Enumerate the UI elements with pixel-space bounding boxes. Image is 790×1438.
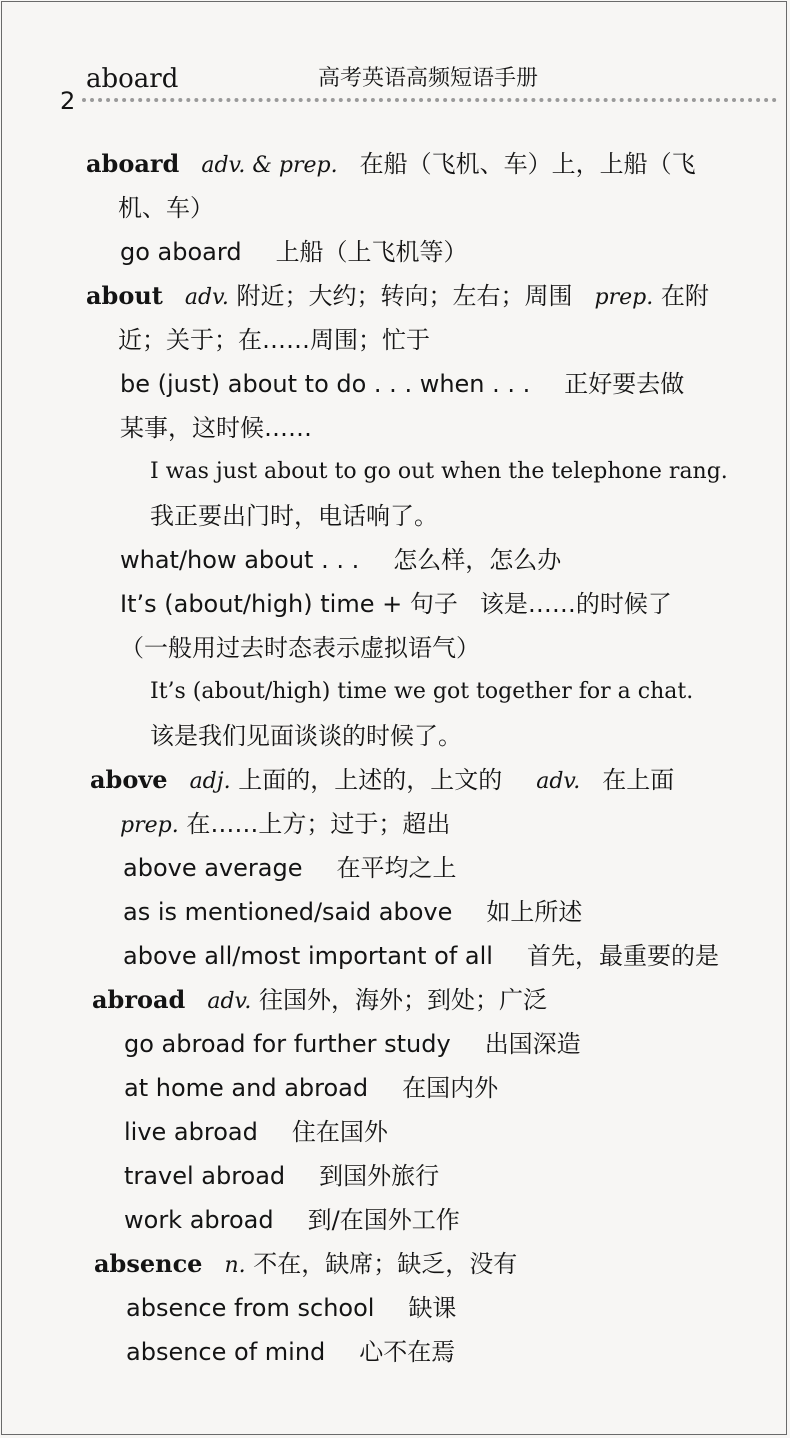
part-of-speech: adv. & prep. bbox=[201, 153, 338, 178]
definition: 上面的，上述的，上文的 bbox=[238, 766, 503, 794]
entry-absence bbox=[0, 1242, 790, 1374]
phrase-meaning: 在国内外 bbox=[402, 1074, 499, 1102]
definition: 不在，缺席；缺乏，没有 bbox=[253, 1250, 518, 1278]
phrase: go abroad for further study bbox=[124, 1030, 451, 1058]
phrase-meaning: 正好要去做 bbox=[564, 370, 685, 398]
phrase-line bbox=[0, 846, 790, 890]
phrase: live abroad bbox=[124, 1118, 258, 1146]
part-of-speech: adv. bbox=[207, 989, 252, 1014]
phrase-line bbox=[0, 582, 790, 626]
phrase: at home and abroad bbox=[124, 1074, 369, 1102]
phrase-line bbox=[0, 1198, 790, 1242]
page-number: 2 bbox=[60, 87, 76, 115]
phrase-meaning: 到/在国外工作 bbox=[307, 1206, 460, 1234]
phrase: above average bbox=[123, 854, 303, 882]
phrase-meaning-continued: 某事，这时候…… bbox=[120, 414, 312, 442]
phrase: be (just) about to do . . . when . . . bbox=[120, 370, 531, 398]
phrase-line bbox=[0, 230, 790, 274]
definition-3: 在……上方；过于；超出 bbox=[186, 810, 451, 838]
phrase-line bbox=[0, 1154, 790, 1198]
definition-continued: 机、车） bbox=[118, 194, 214, 222]
entry-headline bbox=[0, 274, 790, 318]
definition-continued: 近；关于；在……周围；忙于 bbox=[118, 326, 430, 354]
example-english: I was just about to go out when the telephone rang. bbox=[150, 459, 728, 484]
book-title: 高考英语高频短语手册 bbox=[318, 66, 539, 91]
phrase-meaning: 该是……的时候了 bbox=[479, 590, 672, 618]
definition-2: 在附 bbox=[660, 282, 709, 310]
phrase: go aboard bbox=[120, 238, 242, 266]
phrase-line bbox=[0, 934, 790, 978]
phrase-line bbox=[0, 1286, 790, 1330]
part-of-speech-2: prep. bbox=[594, 285, 654, 310]
phrase: work abroad bbox=[124, 1206, 274, 1234]
entry-headline bbox=[0, 1242, 790, 1286]
dictionary-entries bbox=[0, 142, 790, 1374]
phrase: what/how about . . . bbox=[120, 546, 360, 574]
phrase-line bbox=[0, 890, 790, 934]
headword: about bbox=[86, 281, 163, 310]
phrase-meaning: 如上所述 bbox=[486, 898, 583, 926]
phrase-meaning: 怎么样，怎么办 bbox=[393, 546, 562, 574]
part-of-speech-3: prep. bbox=[120, 813, 179, 838]
example-english: It’s (about/high) time we got together for a chat. bbox=[150, 679, 694, 704]
part-of-speech-2: adv. bbox=[536, 769, 581, 794]
headword: abroad bbox=[92, 985, 186, 1014]
phrase: absence from school bbox=[126, 1294, 375, 1322]
phrase: as is mentioned/said above bbox=[123, 898, 453, 926]
phrase-meaning: 首先，最重要的是 bbox=[526, 942, 719, 970]
headword: above bbox=[90, 765, 168, 794]
phrase: It’s (about/high) time + 句子 bbox=[120, 590, 458, 618]
page-header bbox=[0, 0, 790, 115]
phrase: above all/most important of all bbox=[123, 942, 493, 970]
definition: 附近；大约；转向；左右；周围 bbox=[236, 282, 573, 310]
headword: absence bbox=[94, 1249, 203, 1278]
part-of-speech: adv. bbox=[184, 285, 229, 310]
entry-abroad bbox=[0, 978, 790, 1242]
definition-continued bbox=[0, 802, 790, 846]
example-chinese: 我正要出门时，电话响了。 bbox=[150, 502, 438, 530]
header-dotted-rule bbox=[82, 98, 777, 102]
part-of-speech: adj. bbox=[189, 769, 231, 794]
example-chinese: 该是我们见面谈谈的时候了。 bbox=[150, 722, 462, 750]
running-head-word: aboard bbox=[86, 64, 179, 94]
phrase-meaning: 缺课 bbox=[408, 1294, 457, 1322]
phrase-line bbox=[0, 1022, 790, 1066]
entry-headline bbox=[0, 142, 790, 186]
definition-2: 在上面 bbox=[602, 766, 675, 794]
entry-aboard bbox=[0, 142, 790, 274]
entry-about bbox=[0, 274, 790, 758]
entry-headline bbox=[0, 758, 790, 802]
definition: 在船（飞机、车）上，上船（飞 bbox=[359, 150, 696, 178]
phrase-meaning: 住在国外 bbox=[291, 1118, 388, 1146]
phrase-meaning: 心不在焉 bbox=[359, 1338, 456, 1366]
phrase-meaning-continued: （一般用过去时态表示虚拟语气） bbox=[120, 634, 480, 662]
phrase: travel abroad bbox=[124, 1162, 286, 1190]
phrase-line bbox=[0, 1110, 790, 1154]
entry-headline bbox=[0, 978, 790, 1022]
phrase-line bbox=[0, 1066, 790, 1110]
phrase-meaning: 到国外旅行 bbox=[319, 1162, 440, 1190]
phrase-line bbox=[0, 1330, 790, 1374]
phrase-meaning: 上船（上飞机等） bbox=[275, 238, 468, 266]
phrase: absence of mind bbox=[126, 1338, 326, 1366]
definition: 往国外，海外；到处；广泛 bbox=[258, 986, 547, 1014]
entry-above bbox=[0, 758, 790, 978]
phrase-meaning: 在平均之上 bbox=[336, 854, 457, 882]
phrase-line bbox=[0, 538, 790, 582]
phrase-meaning: 出国深造 bbox=[484, 1030, 581, 1058]
headword: aboard bbox=[86, 149, 180, 178]
part-of-speech: n. bbox=[224, 1253, 246, 1278]
phrase-line bbox=[0, 362, 790, 406]
